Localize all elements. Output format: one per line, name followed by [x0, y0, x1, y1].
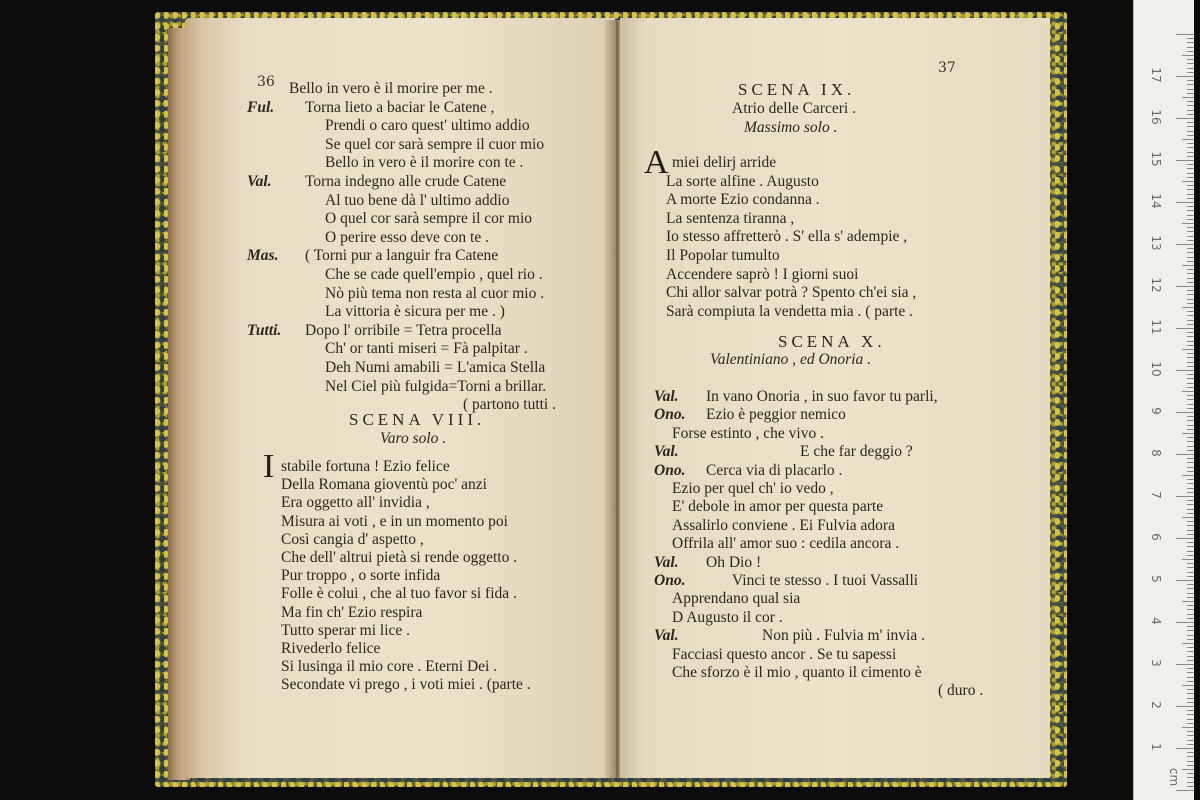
- ruler-tick: [1187, 555, 1194, 556]
- ruler-tick: [1187, 101, 1194, 102]
- ruler-tick: [1187, 479, 1194, 480]
- ruler-unit-label: cm: [1167, 767, 1181, 787]
- ruler-tick: [1187, 462, 1194, 463]
- ruler-tick: [1187, 744, 1194, 745]
- prose-line: Si lusinga il mio core . Eterni Dei .: [281, 658, 498, 676]
- dialogue-line: E' debole in amor per questa parte: [672, 498, 884, 516]
- ruler-tick: [1187, 357, 1194, 358]
- verse-line: Torna lieto a baciar le Catene ,: [305, 98, 495, 116]
- ruler-tick: [1187, 593, 1194, 594]
- verse-line: ( Torni pur a languir fra Catene: [305, 247, 499, 265]
- ruler-tick: [1182, 391, 1194, 392]
- ruler-tick: [1187, 488, 1194, 489]
- ruler-number: 8: [1149, 449, 1163, 457]
- ruler-tick: [1187, 303, 1194, 304]
- ruler-tick: [1187, 42, 1194, 43]
- ruler-tick: [1182, 223, 1194, 224]
- ruler-tick: [1187, 299, 1194, 300]
- ruler-tick: [1187, 416, 1194, 417]
- dropcap-a: A: [644, 144, 669, 181]
- scene-ix-subtitle: Massimo solo .: [744, 119, 838, 136]
- verse-line: Ch' or tanti miseri = Fà palpitar .: [325, 340, 528, 358]
- ruler-tick: [1187, 710, 1194, 711]
- ruler-tick: [1187, 131, 1194, 132]
- ruler-tick: [1187, 441, 1194, 442]
- prose-line: Il Popolar tumulto: [666, 247, 780, 264]
- scene-x-subtitle: Valentiniano , ed Onoria .: [710, 351, 872, 368]
- ruler-tick: [1187, 542, 1194, 543]
- ruler-tick: [1187, 51, 1194, 52]
- ruler-tick: [1187, 366, 1194, 367]
- ruler-tick: [1187, 689, 1194, 690]
- prose-line: Io stesso affretterò . S' ella s' adempie ,: [666, 228, 908, 246]
- ruler-tick: [1187, 315, 1194, 316]
- speaker-label: Ono.: [654, 406, 686, 424]
- ruler-tick: [1187, 752, 1194, 753]
- ruler-tick: [1187, 702, 1194, 703]
- dialogue-line: Assalirlo conviene . Ei Fulvia adora: [672, 516, 895, 534]
- prose-line: La sentenza tiranna ,: [666, 209, 795, 227]
- ruler-tick: [1187, 509, 1194, 510]
- ruler-tick: [1176, 328, 1194, 329]
- dropcap-i: I: [263, 448, 275, 485]
- ruler-tick: [1187, 605, 1194, 606]
- verse-line: Torna indegno alle crude Catene: [305, 173, 507, 190]
- ruler-tick: [1187, 198, 1194, 199]
- ruler-tick: [1187, 446, 1194, 447]
- ruler-number: 9: [1149, 407, 1163, 415]
- ruler-tick: [1187, 731, 1194, 732]
- ruler-tick: [1187, 282, 1194, 283]
- ruler-tick: [1182, 307, 1194, 308]
- dialogue-line: Oh Dio !: [706, 553, 762, 571]
- ruler-tick: [1176, 496, 1194, 497]
- ruler-tick: [1187, 551, 1194, 552]
- ruler-tick: [1187, 215, 1194, 216]
- ruler-tick: [1176, 748, 1194, 749]
- ruler-tick: [1187, 236, 1194, 237]
- ruler-tick: [1176, 706, 1194, 707]
- ruler-tick: [1187, 72, 1194, 73]
- ruler-tick: [1187, 450, 1194, 451]
- speaker-label: Val.: [654, 627, 679, 645]
- ruler-tick: [1176, 454, 1194, 455]
- ruler-number: 1: [1149, 743, 1163, 751]
- prose-line: miei delirj arride: [672, 154, 777, 171]
- verse-line: Bello in vero è il morire per me .: [289, 80, 493, 97]
- ruler-number: 4: [1149, 617, 1163, 625]
- dialogue-line: Offrila all' amor suo : cedila ancora .: [672, 535, 900, 553]
- speaker-label: Ful.: [247, 98, 275, 116]
- ruler-tick: [1187, 467, 1194, 468]
- ruler-tick: [1187, 660, 1194, 661]
- ruler-tick: [1187, 164, 1194, 165]
- ruler-tick: [1187, 425, 1194, 426]
- ruler-tick: [1187, 378, 1194, 379]
- ruler-tick: [1187, 618, 1194, 619]
- ruler-tick: [1187, 105, 1194, 106]
- measuring-ruler: [1133, 0, 1194, 800]
- prose-line: Misura ai voti , e in un momento poi: [281, 512, 508, 530]
- ruler-tick: [1187, 782, 1194, 783]
- ruler-tick: [1187, 147, 1194, 148]
- ruler-tick: [1187, 143, 1194, 144]
- dialogue-line: Facciasi questo ancor . Se tu sapessi: [672, 645, 897, 663]
- ruler-tick: [1187, 576, 1194, 577]
- verse-line: Nel Ciel più fulgida=Torni a brillar.: [325, 377, 547, 395]
- ruler-tick: [1187, 723, 1194, 724]
- ruler-tick: [1176, 160, 1194, 161]
- speaker-label: Val.: [654, 553, 679, 571]
- ruler-tick: [1187, 227, 1194, 228]
- verse-line: Nò più tema non resta al cuor mio .: [325, 284, 545, 302]
- ruler-tick: [1187, 639, 1194, 640]
- dialogue-line: Vinci te stesso . I tuoi Vassalli: [732, 572, 919, 589]
- ruler-tick: [1182, 139, 1194, 140]
- ruler-tick: [1176, 76, 1194, 77]
- verse-line: Al tuo bene dà l' ultimo addio: [325, 191, 510, 209]
- ruler-tick: [1187, 261, 1194, 262]
- dialogue-line: Che sforzo è il mio , quanto il cimento è: [672, 664, 922, 681]
- ruler-tick: [1187, 399, 1194, 400]
- ruler-tick: [1176, 412, 1194, 413]
- ruler-tick: [1187, 84, 1194, 85]
- dialogue-line: Cerca via di placarlo .: [706, 461, 843, 479]
- ruler-tick: [1187, 584, 1194, 585]
- ruler-tick: [1187, 332, 1194, 333]
- ruler-tick: [1187, 714, 1194, 715]
- ruler-tick: [1187, 626, 1194, 627]
- ruler-tick: [1187, 290, 1194, 291]
- verse-line: Dopo l' orribile = Tetra procella: [305, 321, 502, 339]
- ruler-tick: [1187, 404, 1194, 405]
- dialogue-line: Non più . Fulvia m' invia .: [762, 627, 925, 645]
- ruler-tick: [1176, 118, 1194, 119]
- ruler-number: 3: [1149, 659, 1163, 667]
- ruler-tick: [1187, 647, 1194, 648]
- ruler-tick: [1187, 173, 1194, 174]
- speaker-label: Mas.: [247, 247, 279, 265]
- prose-line: La sorte alfine . Augusto: [666, 172, 819, 190]
- dialogue-line: In vano Onoria , in suo favor tu parli,: [706, 388, 938, 405]
- ruler-tick: [1187, 420, 1194, 421]
- ruler-tick: [1187, 786, 1194, 787]
- ruler-tick: [1182, 349, 1194, 350]
- ruler-tick: [1187, 395, 1194, 396]
- ruler-number: 13: [1149, 235, 1163, 251]
- speaker-label: Tutti.: [247, 321, 282, 339]
- prose-line: Chi allor salvar potrà ? Spento ch'ei sia ,: [666, 284, 917, 302]
- verse-line: O perire esso deve con te .: [325, 228, 489, 246]
- ruler-tick: [1187, 278, 1194, 279]
- speaker-label: Ono.: [654, 572, 686, 589]
- ruler-tick: [1187, 597, 1194, 598]
- ruler-tick: [1187, 126, 1194, 127]
- verse-line: Deh Numi amabili = L'amica Stella: [325, 359, 546, 376]
- ruler-tick: [1187, 80, 1194, 81]
- ruler-tick: [1187, 437, 1194, 438]
- ruler-tick: [1187, 63, 1194, 64]
- dialogue-line: E che far deggio ?: [800, 443, 913, 461]
- ruler-tick: [1187, 68, 1194, 69]
- ruler-tick: [1187, 698, 1194, 699]
- ruler-tick: [1187, 504, 1194, 505]
- ruler-tick: [1176, 664, 1194, 665]
- ruler-tick: [1187, 740, 1194, 741]
- ruler-tick: [1187, 677, 1194, 678]
- ruler-tick: [1176, 202, 1194, 203]
- ruler-tick: [1182, 475, 1194, 476]
- ruler-tick: [1187, 756, 1194, 757]
- ruler-tick: [1176, 790, 1194, 791]
- ruler-tick: [1187, 614, 1194, 615]
- ruler-tick: [1187, 248, 1194, 249]
- ruler-tick: [1187, 219, 1194, 220]
- ruler-number: 12: [1149, 277, 1163, 293]
- prose-line: stabile fortuna ! Ezio felice: [281, 458, 450, 475]
- ruler-tick: [1187, 320, 1194, 321]
- ruler-tick: [1187, 383, 1194, 384]
- ruler-tick: [1187, 336, 1194, 337]
- ruler-tick: [1187, 114, 1194, 115]
- ruler-tick: [1182, 265, 1194, 266]
- prose-line: Sarà compiuta la vendetta mia . ( parte .: [666, 302, 914, 320]
- prose-line: Ma fin ch' Ezio respira: [281, 603, 423, 621]
- ruler-tick: [1182, 643, 1194, 644]
- ruler-tick: [1187, 635, 1194, 636]
- dialogue-line: ( duro .: [938, 682, 984, 700]
- speaker-label: Val.: [654, 443, 679, 461]
- ruler-tick: [1187, 353, 1194, 354]
- ruler-tick: [1187, 630, 1194, 631]
- ruler-tick: [1187, 93, 1194, 94]
- speaker-label: Val.: [247, 173, 272, 190]
- dialogue-line: Ezio per quel ch' io vedo ,: [672, 480, 834, 497]
- dialogue-line: Ezio è peggior nemico: [706, 406, 846, 424]
- prose-line: A morte Ezio condanna .: [666, 191, 820, 209]
- ruler-number: 5: [1149, 575, 1163, 583]
- ruler-tick: [1187, 362, 1194, 363]
- right-page: [620, 18, 1050, 778]
- ruler-tick: [1187, 588, 1194, 589]
- ruler-tick: [1187, 324, 1194, 325]
- verse-line: Se quel cor sarà sempre il cuor mio: [325, 135, 545, 153]
- ruler-tick: [1187, 513, 1194, 514]
- ruler-tick: [1187, 47, 1194, 48]
- scene-viii-subtitle: Varo solo .: [380, 430, 447, 447]
- prose-line: Della Romana gioventù poc' anzi: [281, 476, 487, 494]
- dialogue-line: Forse estinto , che vivo .: [672, 424, 824, 442]
- ruler-tick: [1187, 719, 1194, 720]
- ruler-tick: [1187, 492, 1194, 493]
- ruler-tick: [1182, 55, 1194, 56]
- ruler-tick: [1182, 685, 1194, 686]
- verse-line: Che se cade quell'empio , quel rio .: [325, 266, 543, 283]
- ruler-tick: [1187, 374, 1194, 375]
- ruler-tick: [1187, 273, 1194, 274]
- ruler-tick: [1176, 538, 1194, 539]
- speaker-label: Val.: [654, 388, 679, 405]
- ruler-tick: [1182, 181, 1194, 182]
- verse-line: Prendi o caro quest' ultimo addio: [325, 117, 530, 135]
- ruler-tick: [1187, 189, 1194, 190]
- prose-line: Tutto sperar mi lice .: [281, 621, 411, 639]
- ruler-tick: [1182, 601, 1194, 602]
- ruler-tick: [1182, 517, 1194, 518]
- ruler-tick: [1187, 341, 1194, 342]
- verse-line: O quel cor sarà sempre il cor mio: [325, 210, 533, 228]
- ruler-tick: [1187, 609, 1194, 610]
- left-page-number: 36: [257, 74, 275, 90]
- prose-line: Secondate vi prego , i voti miei . (parte .: [281, 676, 531, 694]
- ruler-tick: [1187, 458, 1194, 459]
- ruler-tick: [1176, 286, 1194, 287]
- ruler-tick: [1187, 210, 1194, 211]
- ruler-tick: [1187, 252, 1194, 253]
- ruler-tick: [1187, 38, 1194, 39]
- scene-viii-heading: SCENA VIII.: [349, 410, 486, 429]
- ruler-tick: [1182, 433, 1194, 434]
- scene-x-heading: SCENA X.: [778, 332, 886, 351]
- ruler-tick: [1187, 530, 1194, 531]
- ruler-tick: [1187, 483, 1194, 484]
- ruler-number: 17: [1149, 67, 1163, 83]
- prose-line: Pur troppo , o sorte infida: [281, 567, 441, 585]
- ruler-tick: [1187, 777, 1194, 778]
- left-page: [185, 18, 615, 778]
- ruler-number: 15: [1149, 151, 1163, 167]
- ruler-tick: [1176, 370, 1194, 371]
- right-page-number: 37: [938, 60, 956, 76]
- ruler-tick: [1187, 563, 1194, 564]
- ruler-tick: [1182, 97, 1194, 98]
- prose-line: Così cangia d' aspetto ,: [281, 530, 424, 548]
- dialogue-line: D Augusto il cor .: [672, 608, 783, 626]
- prose-line: Accendere saprò ! I giorni suoi: [666, 265, 859, 283]
- ruler-tick: [1187, 206, 1194, 207]
- ruler-number: 16: [1149, 109, 1163, 125]
- ruler-number: 6: [1149, 533, 1163, 541]
- ruler-tick: [1187, 59, 1194, 60]
- ruler-tick: [1187, 89, 1194, 90]
- verse-line: ( partono tutti .: [463, 396, 556, 414]
- ruler-tick: [1187, 521, 1194, 522]
- ruler-tick: [1187, 500, 1194, 501]
- ruler-tick: [1187, 567, 1194, 568]
- ruler-number: 10: [1149, 361, 1163, 377]
- ruler-tick: [1187, 194, 1194, 195]
- ruler-tick: [1176, 580, 1194, 581]
- ruler-tick: [1187, 572, 1194, 573]
- ruler-tick: [1187, 311, 1194, 312]
- ruler-tick: [1187, 257, 1194, 258]
- prose-line: Rivederlo felice: [281, 640, 381, 657]
- ruler-tick: [1187, 761, 1194, 762]
- ruler-tick: [1187, 408, 1194, 409]
- ruler-tick: [1187, 345, 1194, 346]
- ruler-tick: [1187, 672, 1194, 673]
- ruler-tick: [1187, 534, 1194, 535]
- ruler-number: 2: [1149, 701, 1163, 709]
- ruler-tick: [1182, 727, 1194, 728]
- ruler-tick: [1187, 122, 1194, 123]
- verse-line: Bello in vero è il morire con te .: [325, 154, 524, 172]
- ruler-tick: [1187, 668, 1194, 669]
- ruler-tick: [1187, 656, 1194, 657]
- ruler-tick: [1187, 231, 1194, 232]
- ruler-tick: [1187, 387, 1194, 388]
- dialogue-line: Apprendano qual sia: [672, 590, 801, 608]
- prose-line: Che dell' altrui pietà si rende oggetto .: [281, 549, 518, 566]
- ruler-tick: [1187, 693, 1194, 694]
- prose-line: Folle è colui , che al tuo favor si fida .: [281, 585, 517, 603]
- ruler-tick: [1176, 244, 1194, 245]
- ruler-tick: [1187, 294, 1194, 295]
- ruler-tick: [1187, 773, 1194, 774]
- ruler-tick: [1187, 765, 1194, 766]
- ruler-tick: [1187, 168, 1194, 169]
- ruler-tick: [1187, 525, 1194, 526]
- ruler-number: 7: [1149, 491, 1163, 499]
- ruler-tick: [1187, 135, 1194, 136]
- ruler-tick: [1187, 269, 1194, 270]
- ruler-tick: [1187, 651, 1194, 652]
- ruler-tick: [1182, 559, 1194, 560]
- ruler-tick: [1187, 177, 1194, 178]
- verse-line: La vittoria è sicura per me . ): [325, 303, 505, 321]
- scene-ix-heading: SCENA IX.: [738, 80, 856, 99]
- ruler-tick: [1187, 156, 1194, 157]
- ruler-tick: [1187, 110, 1194, 111]
- prose-line: Era oggetto all' invidia ,: [281, 494, 430, 512]
- speaker-label: Ono.: [654, 461, 686, 479]
- ruler-tick: [1187, 681, 1194, 682]
- ruler-tick: [1187, 546, 1194, 547]
- ruler-tick: [1176, 34, 1194, 35]
- ruler-tick: [1187, 735, 1194, 736]
- ruler-tick: [1187, 240, 1194, 241]
- ruler-tick: [1187, 471, 1194, 472]
- ruler-number: 11: [1149, 319, 1163, 335]
- ruler-tick: [1187, 152, 1194, 153]
- ruler-tick: [1182, 769, 1194, 770]
- ruler-tick: [1187, 429, 1194, 430]
- ruler-number: 14: [1149, 193, 1163, 209]
- scene-ix-location: Atrio delle Carceri .: [732, 100, 856, 117]
- ruler-tick: [1176, 622, 1194, 623]
- ruler-tick: [1187, 185, 1194, 186]
